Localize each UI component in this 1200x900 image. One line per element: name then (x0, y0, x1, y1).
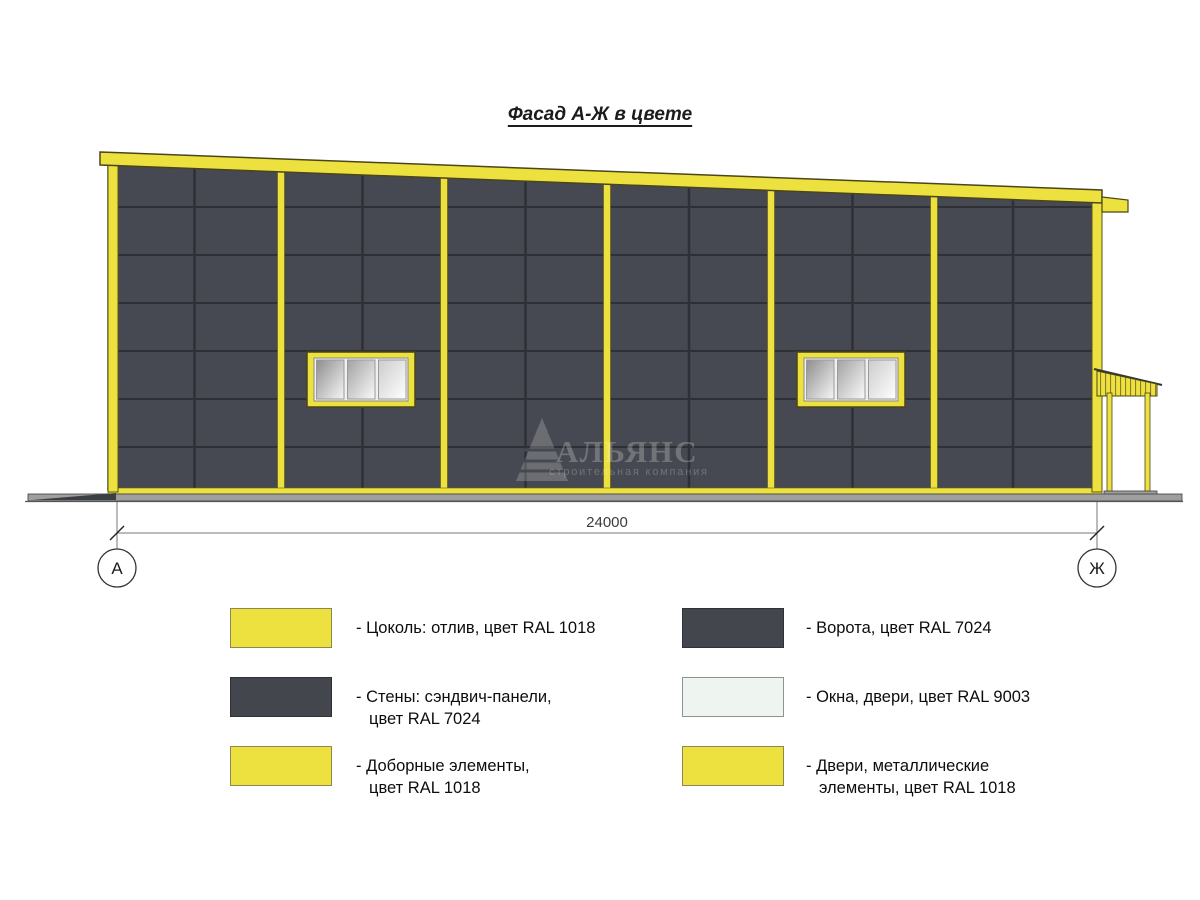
watermark-title: АЛЬЯНС (555, 434, 699, 469)
legend-swatch-gates (682, 608, 784, 648)
watermark-subtitle: строительная компания (549, 466, 709, 478)
legend-label-walls: - Стены: сэндвич-панели, цвет RAL 7024 (356, 688, 552, 728)
page-title-text: Фасад А-Ж в цвете (507, 104, 693, 125)
plinth-flashing (108, 488, 1102, 494)
entrance-canopy (1094, 369, 1162, 499)
axis-marker-zh-label: Ж (1089, 559, 1105, 578)
legend-swatch-plinth (230, 608, 332, 648)
legend-label-trim-elements: - Доборные элементы, цвет RAL 1018 (356, 757, 530, 797)
ground-base (25, 493, 1183, 502)
axis-marker-a (98, 549, 136, 587)
dimension-value: 24000 (586, 514, 628, 531)
dimension-line (110, 502, 1104, 549)
corner-trim-right (1092, 198, 1102, 492)
window-left (307, 352, 415, 407)
window-right (797, 352, 905, 407)
legend-label-windows-doors: - Окна, двери, цвет RAL 9003 (806, 688, 1031, 706)
canopy-post-left (1107, 393, 1112, 494)
roof-overhang-right (1102, 197, 1128, 212)
canopy-post-right (1145, 393, 1150, 494)
legend-swatch-walls (230, 677, 332, 717)
legend-label-plinth: - Цоколь: отлив, цвет RAL 1018 (356, 619, 596, 637)
axis-marker-zh (1078, 549, 1116, 587)
legend-swatch-trim-elements (230, 746, 332, 786)
axis-marker-a-label: А (111, 559, 123, 578)
legend-swatch-windows-doors (682, 677, 784, 717)
legend-swatch-metal-doors (682, 746, 784, 786)
legend-label-metal-doors: - Двери, металлические элементы, цвет RAL 1018 (806, 757, 1016, 797)
corner-trim-left (108, 162, 118, 492)
legend-label-gates: - Ворота, цвет RAL 7024 (806, 619, 992, 637)
